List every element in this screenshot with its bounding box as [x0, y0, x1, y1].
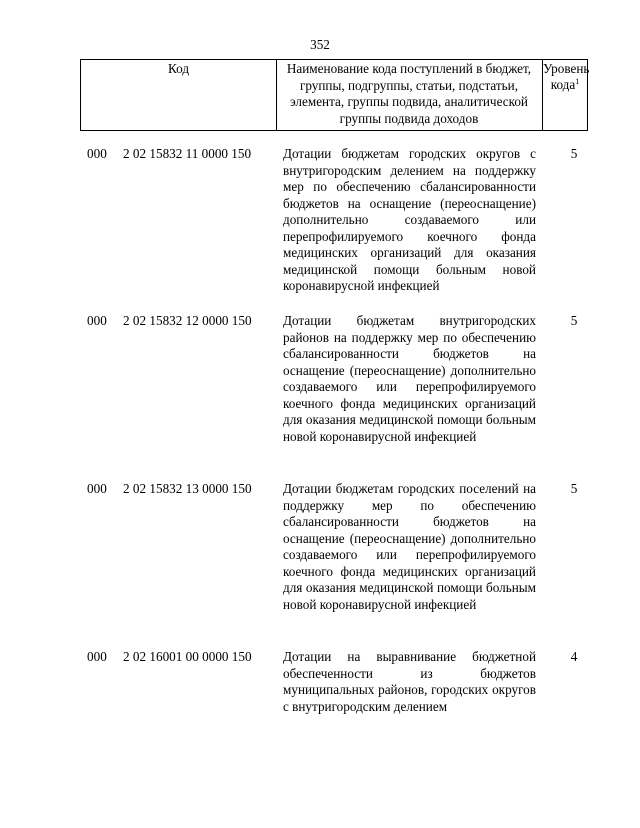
row-name: Дотации на выравнивание бюджетной обеспеченности из бюджетов муниципальных районов, городских округов с внутригородским делением	[283, 649, 536, 714]
header-name-cell	[276, 60, 543, 130]
row-name: Дотации бюджетам внутригородских районов на поддержку мер по обеспечению сбалансированности бюджетов на оснащение (переоснащение) дополнительно создаваемого или перепрофилируемого коечного фонда медицинских организаций для оказания медицинской помощи больным новой коронавирусной инфекцией	[283, 313, 536, 444]
row-code: 2 02 15832 13 0000 150	[123, 481, 252, 496]
page-number: 352	[310, 37, 330, 52]
row-name: Дотации бюджетам городских поселений на поддержку мер по обеспечению сбалансированности бюджетов на оснащение (переоснащение) дополнительно создаваемого или перепрофилируемого коечного фонда медицинских организаций для оказания медицинской помощи больным новой коронавирусной инфекцией	[283, 481, 536, 612]
header-level-cell	[543, 60, 588, 130]
row-level: 5	[570, 146, 578, 161]
row-name: Дотации бюджетам городских округов с внутригородским делением на поддержку мер по обеспечению сбалансированности бюджетов на оснащение (переоснащение) дополнительно создаваемого или перепрофилируемого коечного фонда медицинских организаций для оказания медицинской помощи больным новой коронавирусной инфекцией	[283, 146, 536, 293]
row-level: 5	[570, 313, 578, 328]
header-level: Уровень кода	[543, 61, 590, 92]
row-level: 4	[570, 649, 578, 664]
row-group: 000	[87, 313, 107, 328]
row-code: 2 02 15832 12 0000 150	[123, 313, 252, 328]
header-name: Наименование кода поступлений в бюджет, группы, подгруппы, статьи, подстатьи, элемента, группы подвида, аналитической группы подвида доходов	[286, 61, 532, 126]
table-header	[80, 59, 588, 131]
row-code: 2 02 15832 11 0000 150	[123, 146, 252, 161]
header-code-cell	[80, 60, 277, 130]
header-level-footnote: 1	[575, 77, 580, 86]
row-group: 000	[87, 649, 107, 664]
row-code: 2 02 16001 00 0000 150	[123, 649, 252, 664]
row-group: 000	[87, 146, 107, 161]
row-group: 000	[87, 481, 107, 496]
row-level: 5	[570, 481, 578, 496]
header-code: Код	[167, 61, 190, 76]
